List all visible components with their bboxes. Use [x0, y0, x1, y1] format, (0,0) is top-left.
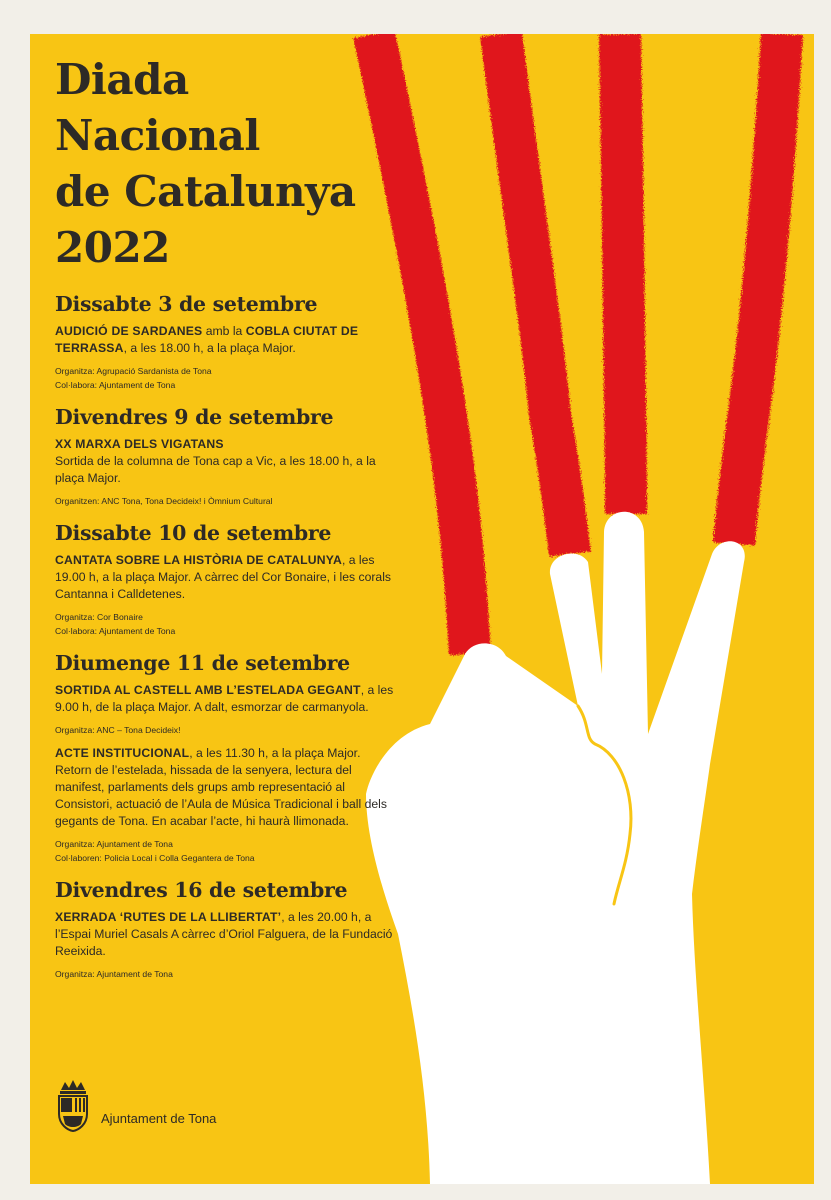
event-description [55, 745, 400, 830]
event-date: Dissabte 3 de setembre [55, 292, 318, 316]
activity-name: CANTATA SOBRE LA HISTÒRIA DE CATALUNYA [55, 553, 342, 567]
footer-logo [55, 1080, 216, 1132]
organizers [55, 967, 400, 981]
title-line-3: de Catalunya [55, 167, 356, 216]
activity-name: XERRADA ‘RUTES DE LA LLIBERTAT’ [55, 910, 282, 924]
organizers [55, 837, 400, 865]
event-block [55, 650, 400, 865]
event-description [55, 682, 400, 716]
town-coat-of-arms-icon [55, 1080, 91, 1132]
activity-name: AUDICIÓ DE SARDANES [55, 324, 203, 338]
event-block [55, 291, 400, 392]
event-description [55, 436, 400, 487]
activity-details: , a les 18.00 h, a la plaça Major. [123, 341, 296, 355]
event-list [55, 291, 400, 993]
organizer-line: Organitza: Ajuntament de Tona [55, 839, 173, 849]
organizers [55, 364, 400, 392]
activity-name: SORTIDA AL CASTELL AMB L’ESTELADA GEGANT [55, 683, 361, 697]
activity-name: XX MARXA DELS VIGATANS [55, 437, 224, 451]
activity-details: , a les 9.00 h, de la plaça Major. A dalt, esmorzar de carmanyola. [55, 683, 394, 714]
activity-details: , a les 20.00 h, a l’Espai Muriel Casals A càrrec d’Oriol Falguera, de la Fundació Reeixida. [55, 910, 393, 958]
activity-name: COBLA CIUTAT DE TERRASSA [55, 324, 359, 355]
poster-title [55, 52, 356, 276]
organizer-line: Col·labora: Ajuntament de Tona [55, 626, 176, 636]
event-description [55, 552, 400, 603]
organizer-line: Organitza: ANC – Tona Decideix! [55, 725, 181, 735]
stripe-3 [620, 34, 626, 514]
organizers [55, 494, 400, 508]
footer-text: Ajuntament de Tona [101, 1111, 217, 1126]
event-block [55, 877, 400, 981]
hand-shape [366, 512, 745, 1184]
title-line-2: Nacional [55, 111, 260, 160]
stripe-4 [734, 34, 782, 544]
activity-name: ACTE INSTITUCIONAL [55, 746, 190, 760]
activity-details: , a les 11.30 h, a la plaça Major. Retorn de l’estelada, hissada de la senyera, lectura del manifest, parlaments dels grups amb representació al Consistori, actuació de l’Aula de Música Tradicional i ball dels gegants de Tona. En acabar l’acte, hi haurà llimonada. [55, 746, 387, 828]
activity-details: amb la [202, 324, 246, 338]
organizer-line: Col·labora: Ajuntament de Tona [55, 380, 176, 390]
activity-details: , a les 19.00 h, a la plaça Major. A càrrec del Cor Bonaire, i les corals Cantanna i Calldetenes. [55, 553, 392, 601]
event-block [55, 520, 400, 638]
event-date: Divendres 9 de setembre [55, 405, 334, 429]
event-block [55, 404, 400, 508]
organizers [55, 610, 400, 638]
poster [30, 34, 814, 1184]
organizer-line: Organitza: Agrupació Sardanista de Tona [55, 366, 212, 376]
event-date: Dissabte 10 de setembre [55, 521, 332, 545]
event-description [55, 323, 400, 357]
activity-details: Sortida de la columna de Tona cap a Vic, a les 18.00 h, a la plaça Major. [55, 454, 376, 485]
title-line-1: Diada [55, 55, 189, 104]
event-date: Divendres 16 de setembre [55, 878, 348, 902]
event-description [55, 909, 400, 960]
organizer-line: Col·laboren: Policia Local i Colla Gegantera de Tona [55, 853, 255, 863]
organizers [55, 723, 400, 737]
organizer-line: Organitza: Cor Bonaire [55, 612, 143, 622]
organizer-line: Organitzen: ANC Tona, Tona Decideix! i Òmnium Cultural [55, 496, 273, 506]
organizer-line: Organitza: Ajuntament de Tona [55, 969, 173, 979]
title-line-4: 2022 [55, 223, 170, 272]
event-date: Diumenge 11 de setembre [55, 651, 350, 675]
stripe-2 [501, 34, 570, 554]
